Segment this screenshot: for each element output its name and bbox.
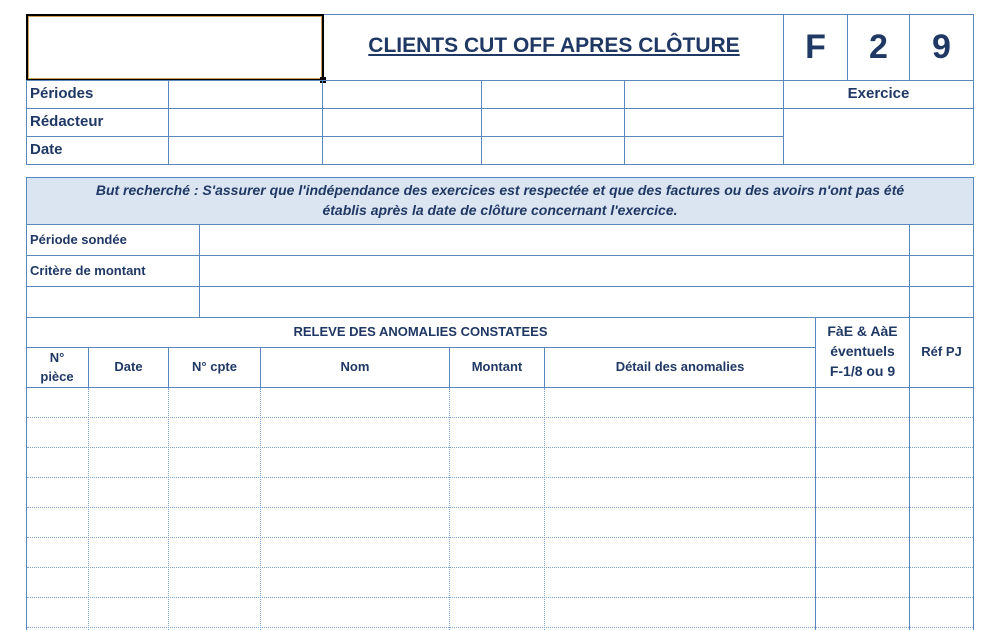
col-fae-1: FàE & AàE [827, 323, 898, 339]
critere-montant-field[interactable] [200, 257, 909, 286]
redacteur-field-1[interactable] [169, 109, 322, 136]
col-piece-n: N° [49, 350, 65, 365]
periodes-field-2[interactable] [323, 81, 481, 108]
exercice-field[interactable] [784, 109, 973, 164]
col-piece: pièce [40, 369, 74, 384]
col-date: Date [114, 359, 143, 374]
col-nom: Nom [340, 359, 370, 374]
objective-line-1: But recherché : S'assurer que l'indépendance des exercices est respectée et que des factures ou des avoirs n'ont pas été [95, 182, 905, 198]
date-field-1[interactable] [169, 137, 322, 164]
col-cpte: N° cpte [192, 359, 237, 374]
logo-cell[interactable] [26, 14, 324, 81]
label-periodes: Périodes [30, 85, 94, 102]
objective-line-2: établis après la date de clôture concernant l'exercice. [322, 202, 678, 218]
exercice-label: Exercice [847, 85, 910, 102]
table-row[interactable] [27, 388, 973, 417]
periode-sondee-field[interactable] [200, 226, 909, 255]
label-redacteur: Rédacteur [30, 113, 104, 130]
code-letter-f: F [805, 28, 826, 66]
code-digit-2: 2 [869, 28, 888, 66]
anomalies-title: RELEVE DES ANOMALIES CONSTATEES [293, 324, 548, 339]
col-fae-3: F-1/8 ou 9 [829, 363, 896, 379]
label-periode-sondee: Période sondée [30, 232, 127, 247]
col-fae-2: éventuels [830, 343, 895, 359]
col-detail: Détail des anomalies [615, 359, 745, 374]
col-montant: Montant [471, 359, 523, 374]
periodes-field-1[interactable] [169, 81, 322, 108]
table-row[interactable] [27, 418, 973, 447]
code-digit-9: 9 [932, 28, 951, 66]
col-ref-pj: Réf PJ [921, 344, 962, 359]
label-date: Date [30, 141, 63, 158]
table-row[interactable] [27, 478, 973, 507]
table-row[interactable] [27, 508, 973, 537]
table-row[interactable] [27, 538, 973, 567]
table-row[interactable] [27, 448, 973, 477]
page-title: CLIENTS CUT OFF APRES CLÔTURE [368, 34, 740, 57]
label-critere-montant: Critère de montant [30, 263, 146, 278]
table-row[interactable] [27, 568, 973, 597]
table-row[interactable] [27, 598, 973, 627]
